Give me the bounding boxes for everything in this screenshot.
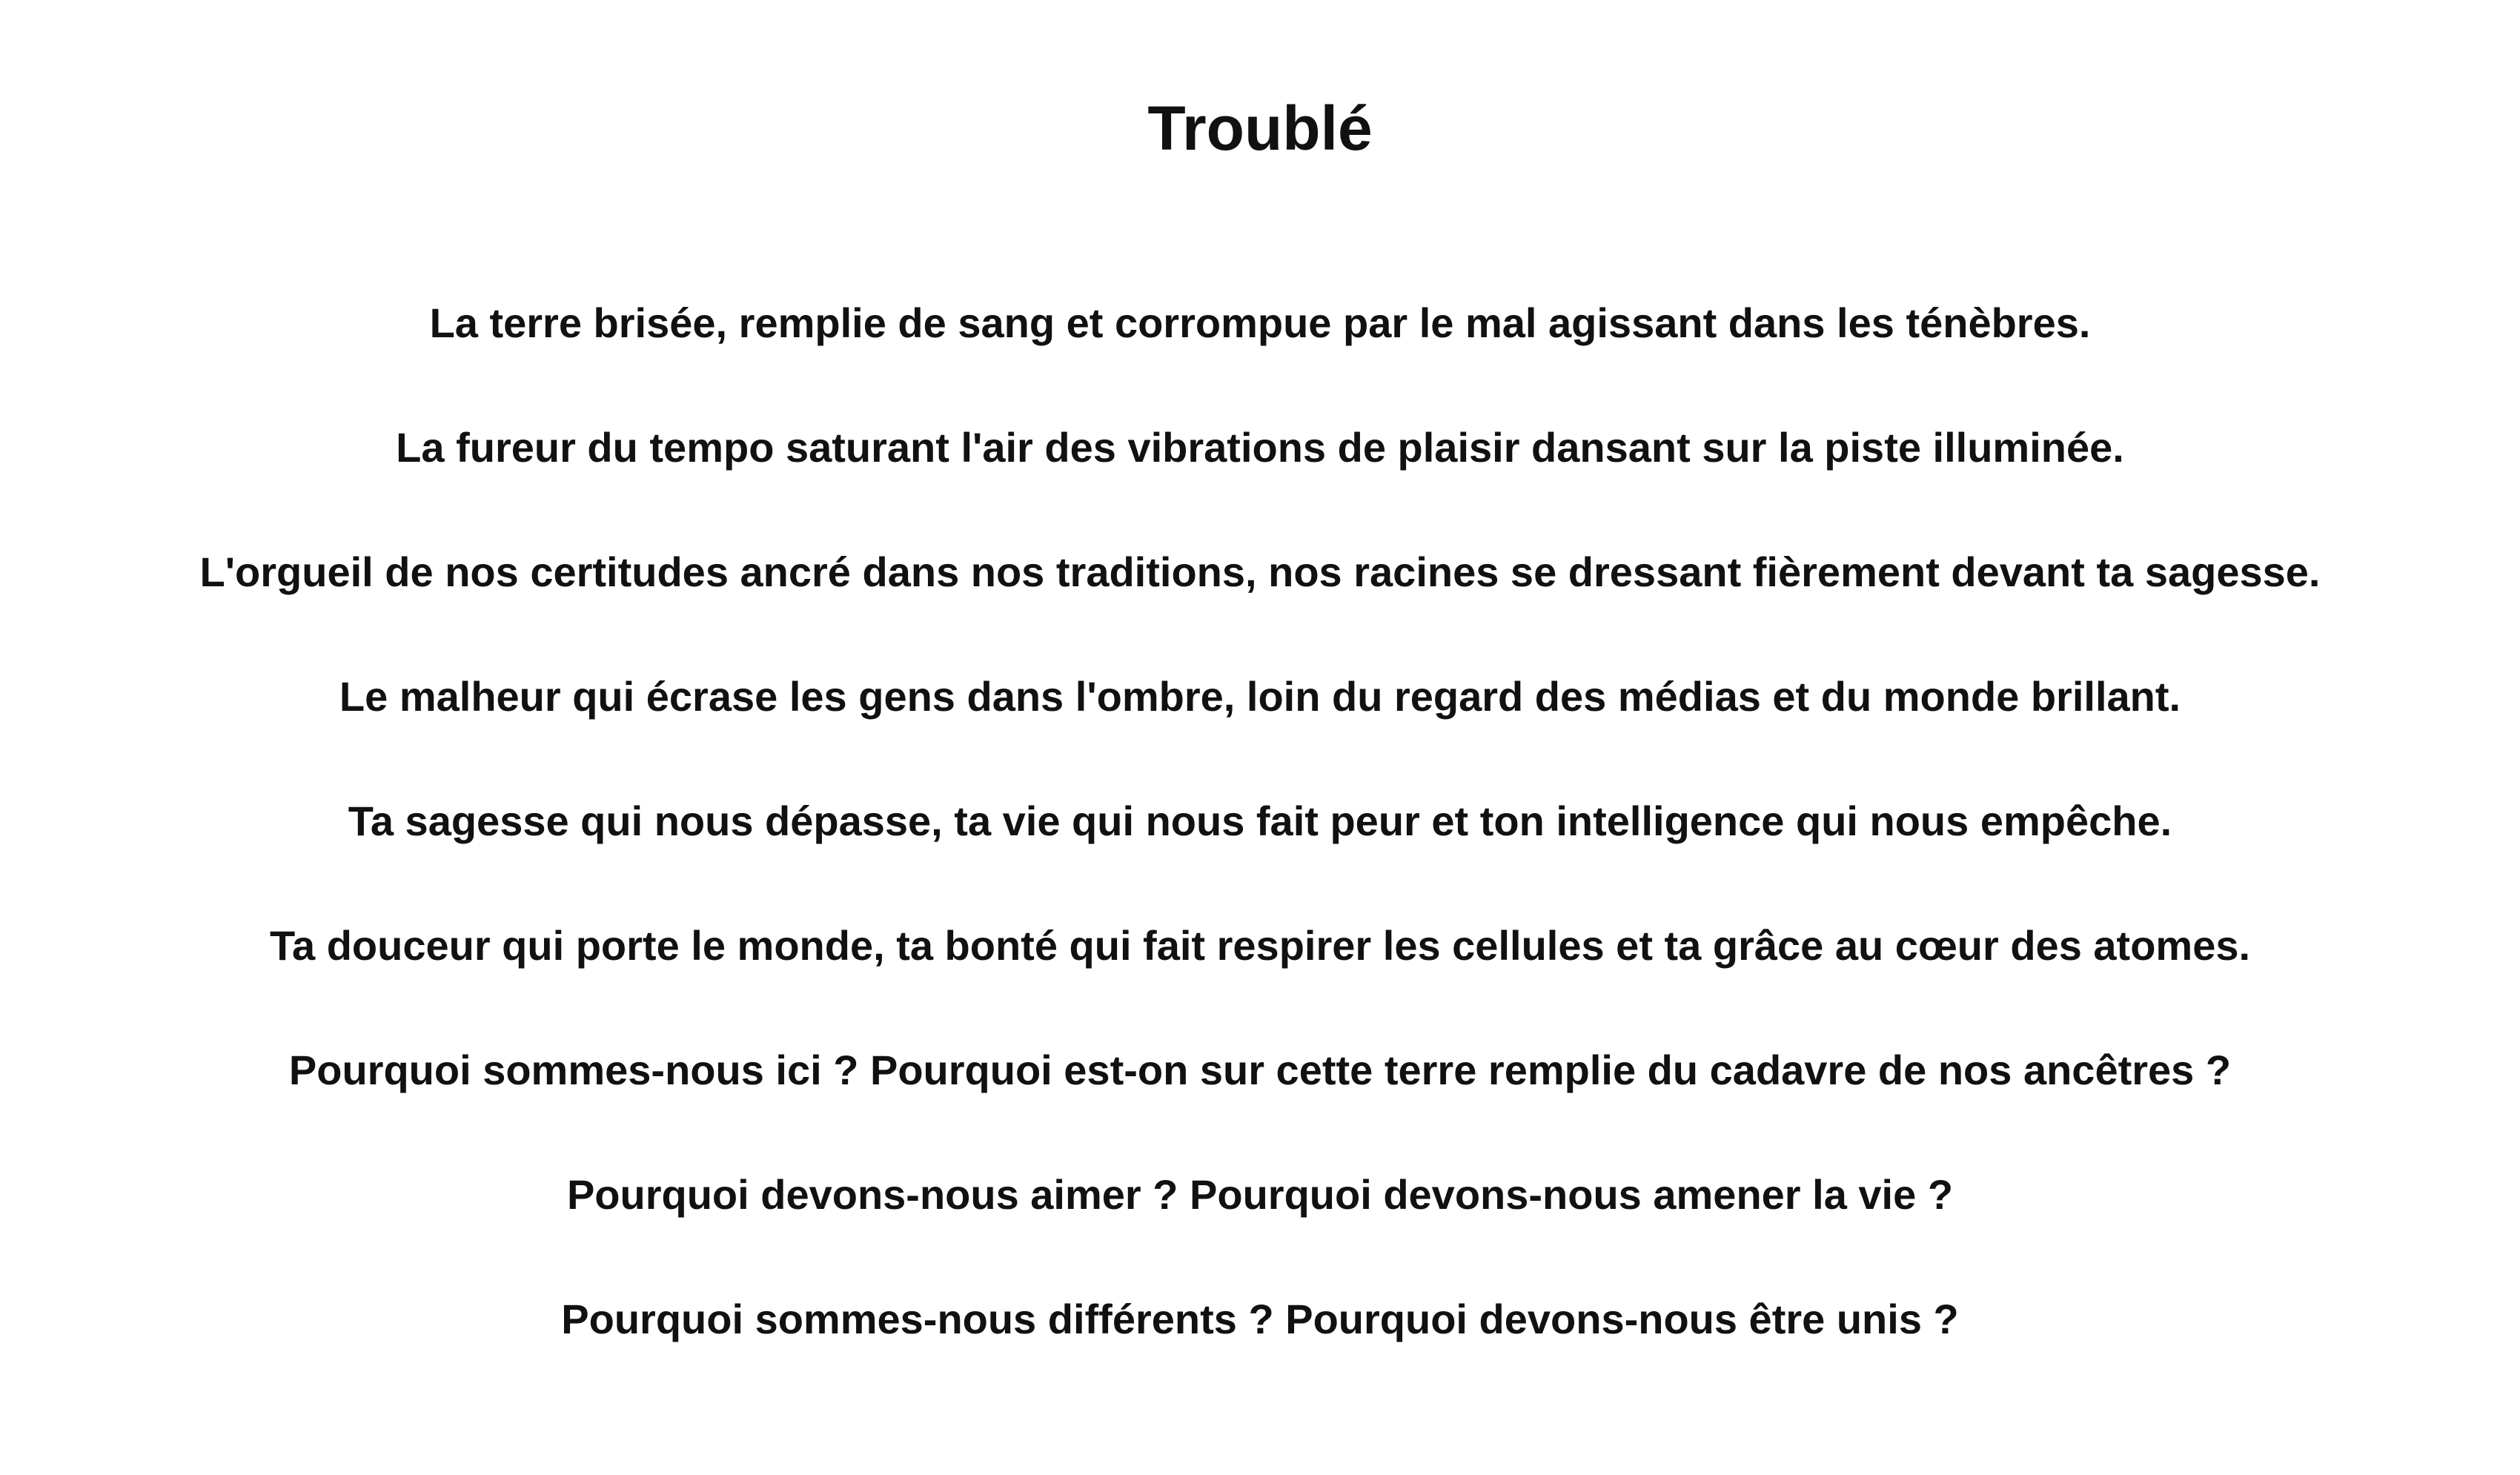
- poem-line: Ta douceur qui porte le monde, ta bonté qui fait respirer les cellules et ta grâce au cœur des atomes.: [269, 922, 2251, 969]
- poem-line: La terre brisée, remplie de sang et corrompue par le mal agissant dans les ténèbres.: [429, 299, 2091, 346]
- poem-line: Ta sagesse qui nous dépasse, ta vie qui nous fait peur et ton intelligence qui nous empêche.: [348, 798, 2172, 844]
- poem-line: La fureur du tempo saturant l'air des vibrations de plaisir dansant sur la piste illuminée.: [396, 424, 2124, 471]
- poem-line: Pourquoi sommes-nous ici ? Pourquoi est-on sur cette terre remplie du cadavre de nos ancêtres ?: [288, 1047, 2232, 1093]
- poem-line: Pourquoi devons-nous aimer ? Pourquoi devons-nous amener la vie ?: [566, 1171, 1954, 1218]
- poem-title: Troublé: [1147, 93, 1373, 163]
- poem-line: Pourquoi sommes-nous différents ? Pourquoi devons-nous être unis ?: [561, 1296, 1959, 1342]
- poem-body: [0, 296, 2520, 1417]
- poem-line: L'orgueil de nos certitudes ancré dans nos traditions, nos racines se dressant fièrement devant ta sagesse.: [199, 548, 2321, 595]
- poem-line: Le malheur qui écrase les gens dans l'ombre, loin du regard des médias et du monde brillant.: [339, 673, 2181, 720]
